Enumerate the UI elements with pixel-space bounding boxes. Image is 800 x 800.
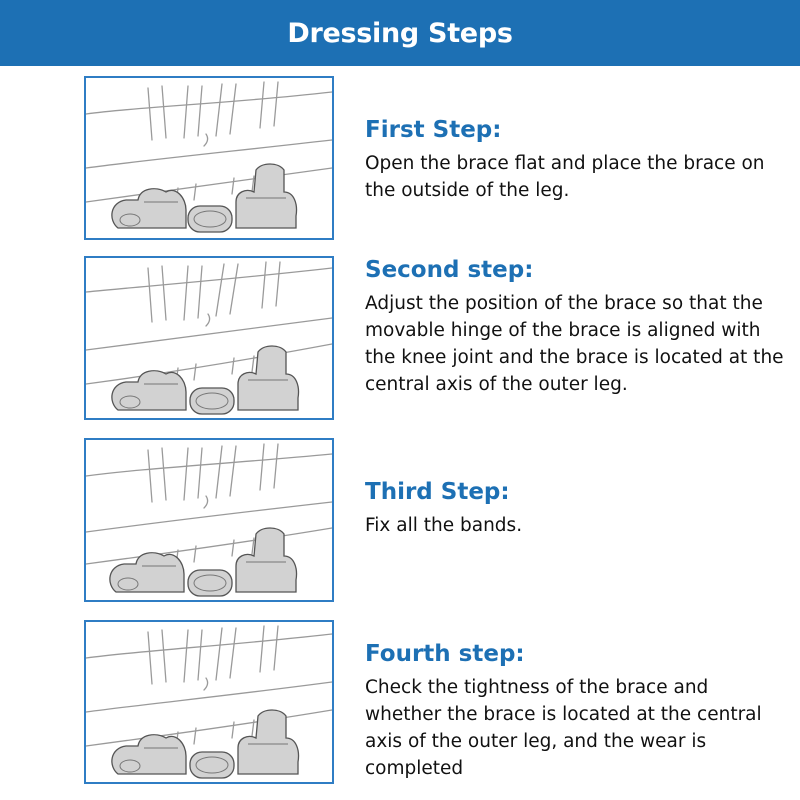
step-4-title: Fourth step: xyxy=(365,641,525,667)
step-3-title: Third Step: xyxy=(365,479,510,505)
step-3-description: Fix all the bands. xyxy=(365,515,523,536)
leg-brace-drawing xyxy=(86,78,332,238)
step-2-description: Adjust the position of the brace so that the movable hinge of the brace is aligned with the knee joint and the brace is located at the central axis of the outer leg. xyxy=(365,293,784,395)
step-4 xyxy=(365,640,785,782)
step-1-title: First Step: xyxy=(365,117,502,143)
step-4-illustration xyxy=(84,620,334,784)
leg-brace-drawing xyxy=(86,258,332,418)
header-banner xyxy=(0,0,800,66)
step-3 xyxy=(365,478,785,539)
step-3-illustration xyxy=(84,438,334,602)
step-1-description: Open the brace flat and place the brace on the outside of the leg. xyxy=(365,153,765,201)
step-2 xyxy=(365,256,785,398)
leg-brace-drawing xyxy=(86,622,332,782)
step-2-illustration xyxy=(84,256,334,420)
step-1-illustration xyxy=(84,76,334,240)
step-4-description: Check the tightness of the brace and whether the brace is located at the central axis of the outer leg, and the wear is completed xyxy=(365,677,762,779)
step-2-title: Second step: xyxy=(365,257,534,283)
leg-brace-drawing xyxy=(86,440,332,600)
step-1 xyxy=(365,116,785,204)
page-title: Dressing Steps xyxy=(287,17,513,49)
